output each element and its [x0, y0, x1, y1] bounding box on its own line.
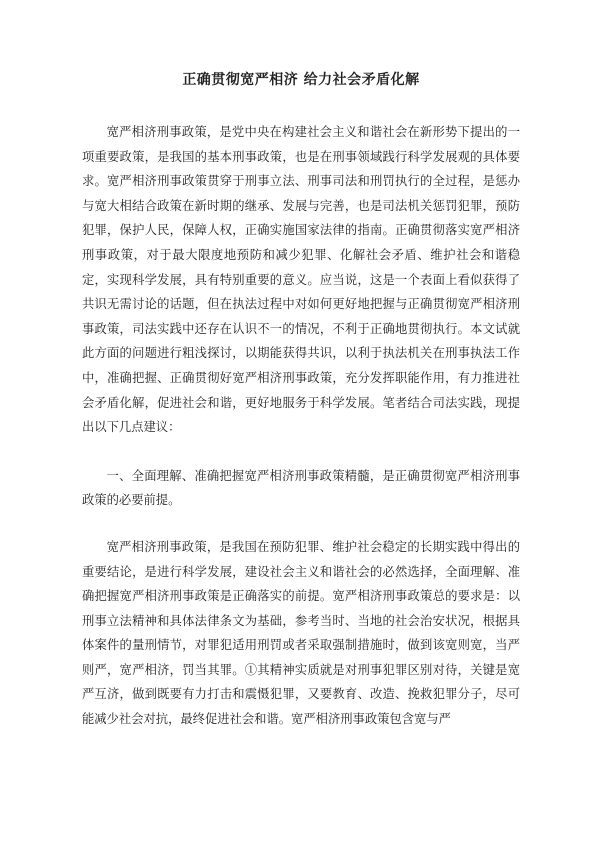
paragraph-section-body-1: 宽严相济刑事政策，是我国在预防犯罪、维护社会稳定的长期实践中得出的重要结论，是进行科学发展，建设社会主义和谐社会的必然选择，全面理解、准确把握宽严相济刑事政策是正确落实的前提。宽严相济刑事政策总的要求是：以刑事立法精神和具体法律条文为基础，参考当时、当地的社会治安状况，根据具体案件的量刑情节，对罪犯适用刑罚或者采取强制措施时，做到该宽则宽，当严则严，宽严相济，罚当其罪。①其精神实质就是对刑事犯罪区别对待，关键是宽严互济，做到既要有力打击和震慑犯罪，又要教育、改造、挽救犯罪分子，尽可能减少社会对抗，最终促进社会和谐。宽严相济刑事政策包含宽与严 [82, 539, 520, 727]
paragraph-section-heading-1: 一、全面理解、准确把握宽严相济刑事政策精髓，是正确贯彻宽严相济刑事政策的必要前提。 [82, 468, 520, 508]
document-title: 正确贯彻宽严相济 给力社会矛盾化解 [182, 72, 420, 88]
paragraph-intro: 宽严相济刑事政策，是党中央在构建社会主义和谐社会在新形势下提出的一项重要政策，是我国的基本刑事政策，也是在刑事领域践行科学发展观的具体要求。宽严相济刑事政策贯穿于刑事立法、刑事司法和刑罚执行的全过程，是惩办与宽大相结合政策在新时期的继承、发展与完善，也是司法机关惩罚犯罪，预防犯罪，保护人民，保障人权，正确实施国家法律的指南。正确贯彻落实宽严相济刑事政策，对于最大限度地预防和减少犯罪、化解社会矛盾、维护社会和谐稳定，实现科学发展，具有特别重要的意义。应当说，这是一个表面上看似获得了共识无需讨论的话题，但在执法过程中对如何更好地把握与正确贯彻宽严相济刑事政策，司法实践中还存在认识不一的情况，不利于正确地贯彻执行。本文试就此方面的问题进行粗浅探讨，以期能获得共识，以利于执法机关在刑事执法工作中，准确把握、正确贯彻好宽严相济刑事政策，充分发挥职能作用，有力推进社会矛盾化解，促进社会和谐，更好地服务于科学发展。笔者结合司法实践，现提出以下几点建议： [82, 125, 520, 435]
